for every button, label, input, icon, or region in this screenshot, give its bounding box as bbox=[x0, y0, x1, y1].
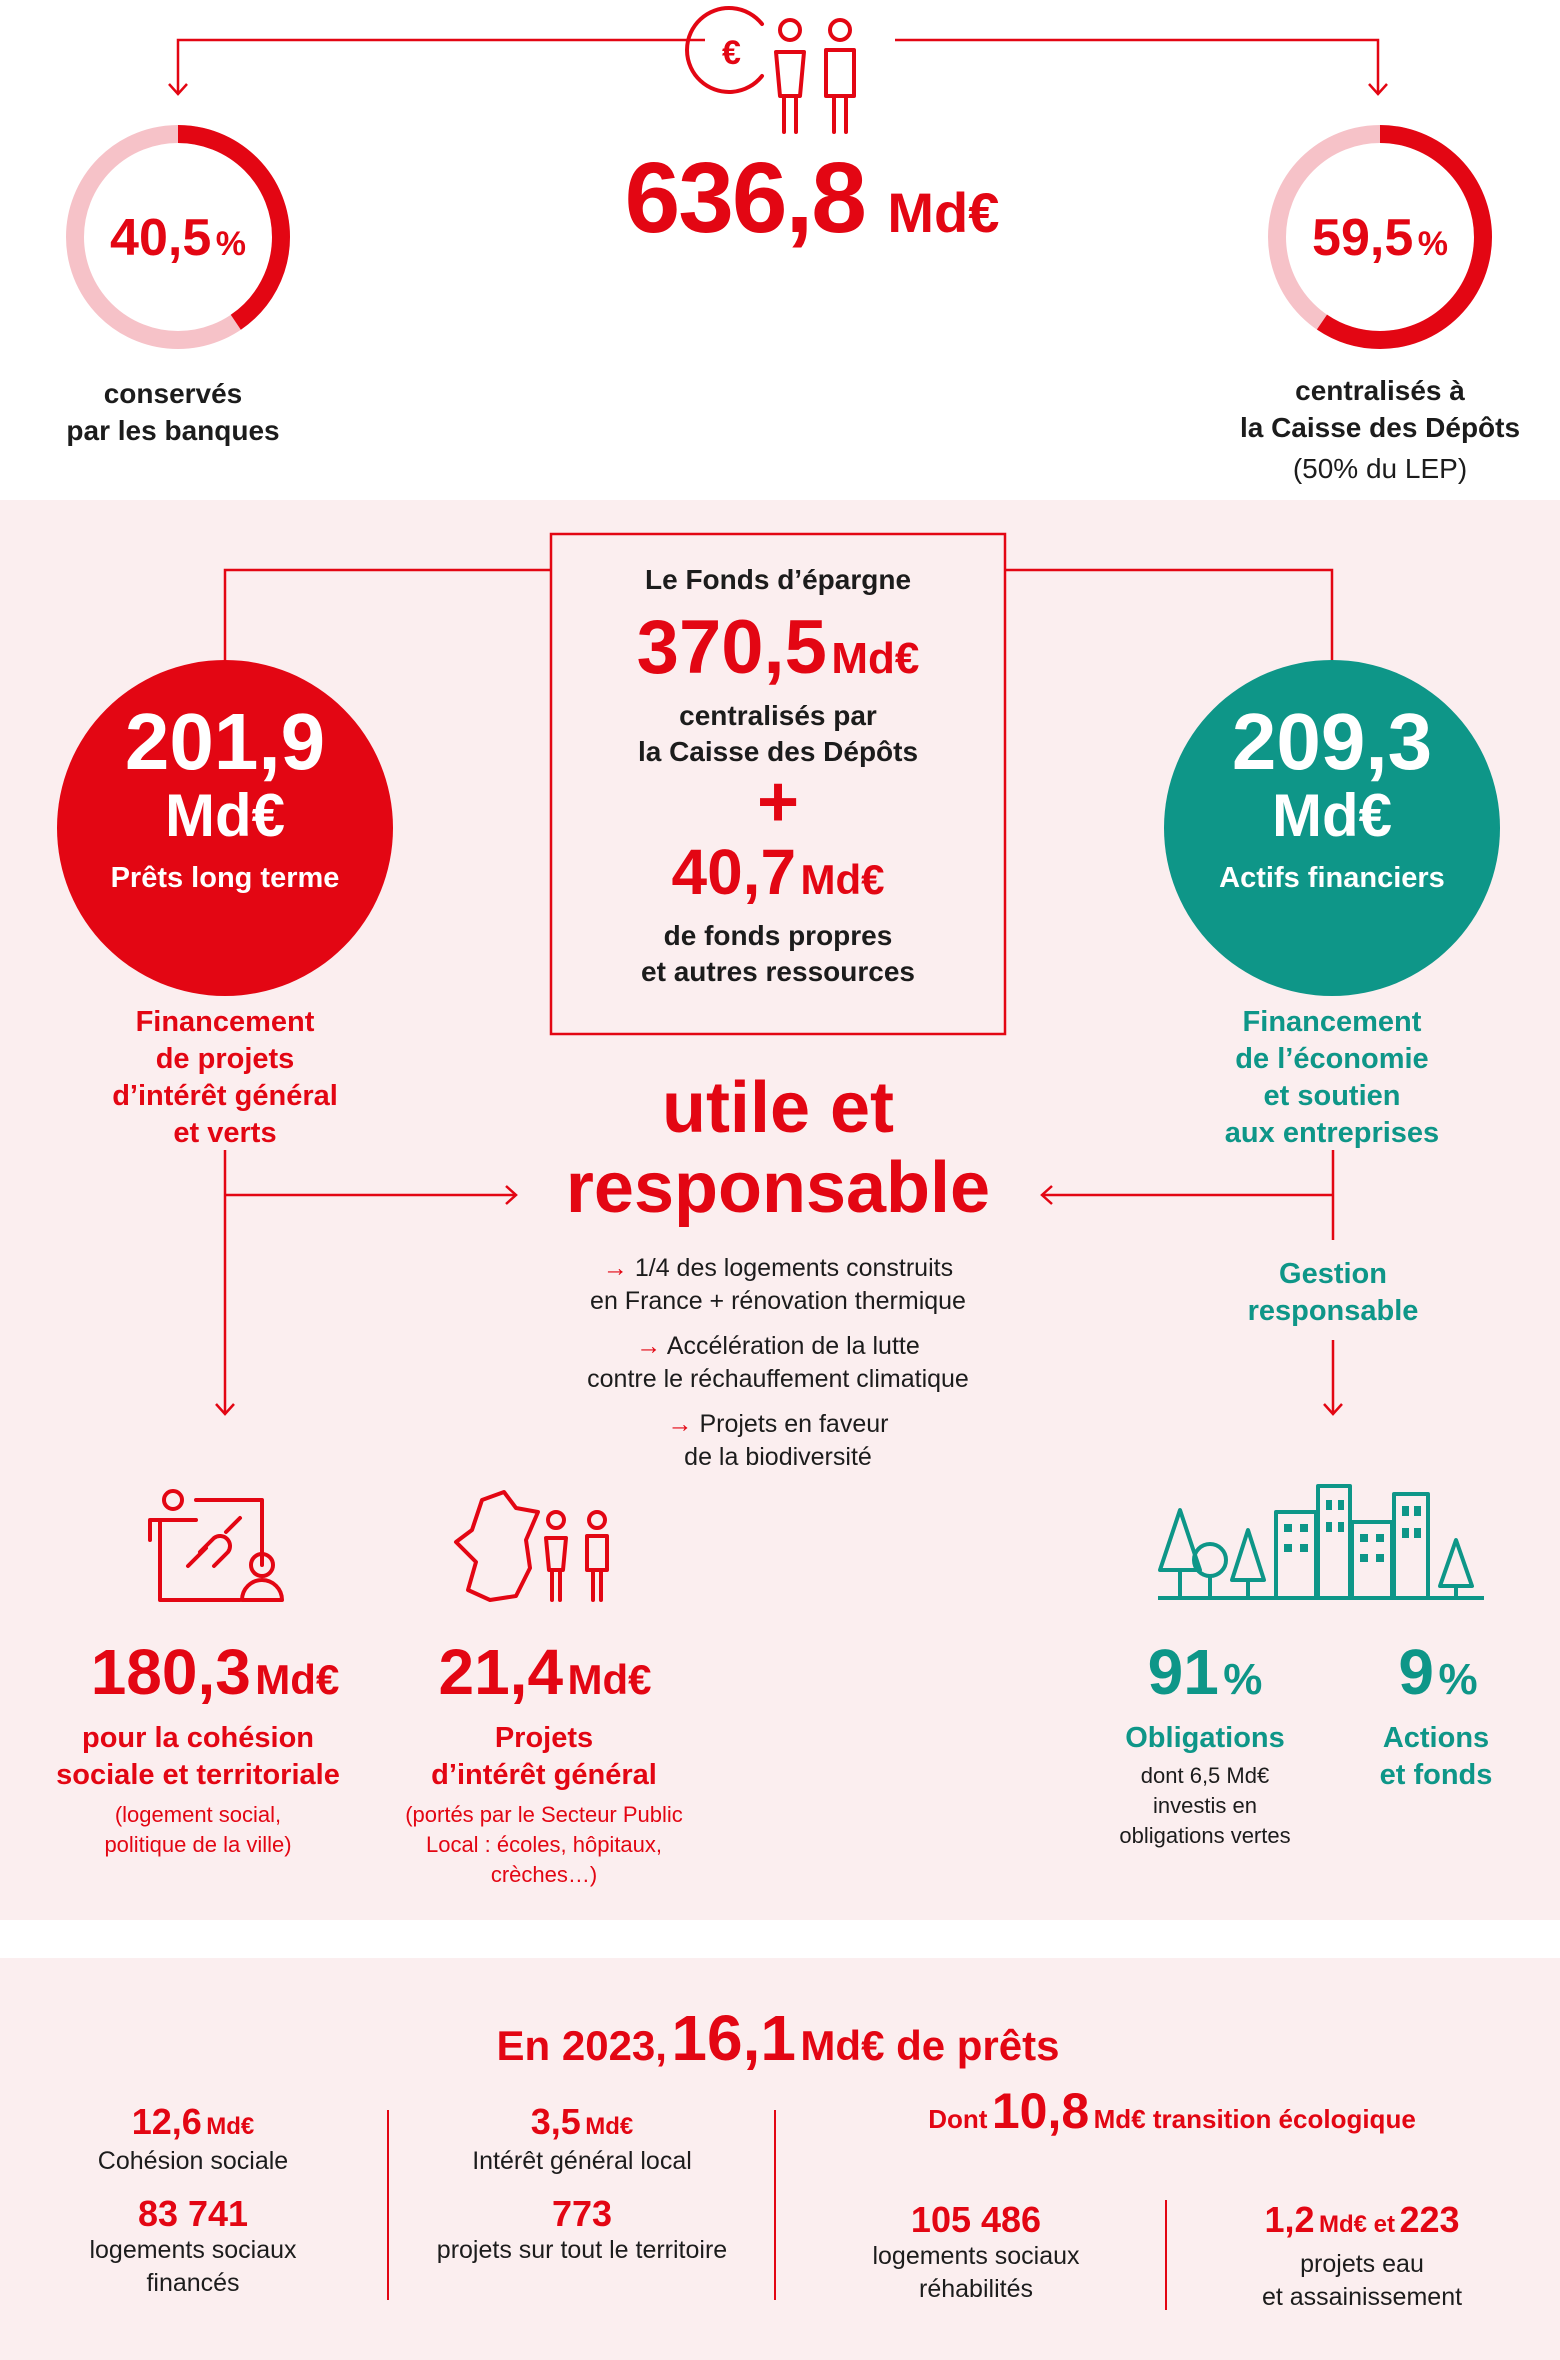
obligations-percent: 91 % bbox=[1147, 1636, 1263, 1708]
prets-caption: Financement de projets d’intérêt général et verts bbox=[112, 1006, 338, 1149]
donut-left-caption: conservés par les banques bbox=[66, 378, 280, 446]
euro-people-icon bbox=[687, 8, 854, 132]
bullet-3: → Projets en faveur de la biodiversité bbox=[667, 1410, 889, 1471]
connector-fonds-left bbox=[225, 570, 551, 664]
city-trees-icon bbox=[1158, 1486, 1484, 1598]
center-bullets bbox=[587, 1252, 969, 1474]
footer-title: En 2023, 16,1 Md€ de prêts bbox=[496, 2002, 1060, 2074]
fonds-value-1: 370,5 Md€ bbox=[636, 605, 920, 690]
presentation-link-icon bbox=[150, 1491, 282, 1600]
bullet-1: → 1/4 des logements construits en France + rénovation thermique bbox=[590, 1254, 966, 1315]
footer-col-interet: 3,5 Md€ Intérêt général local 773 projets sur tout le territoire bbox=[436, 2101, 728, 2264]
fonds-title: Le Fonds d’épargne bbox=[644, 564, 912, 595]
interet-general-caption: Projets d’intérêt général (portés par le Secteur Public Local : écoles, hôpitaux, crèches…) bbox=[405, 1722, 683, 1887]
total-value: 636,8 bbox=[624, 142, 865, 254]
donut-right-label: 59,5 % bbox=[1312, 209, 1448, 267]
bullet-2: → Accélération de la lutte contre le réchauffement climatique bbox=[587, 1332, 969, 1393]
fonds-box bbox=[551, 560, 1005, 990]
fonds-value-2: 40,7 Md€ bbox=[671, 836, 885, 908]
donut-left-label: 40,5 % bbox=[110, 209, 246, 267]
footer-col-cohesion: 12,6 Md€ Cohésion sociale 83 741 logements sociaux financés bbox=[89, 2101, 297, 2297]
total-amount bbox=[624, 142, 1000, 254]
cohesion-amount: 180,3 Md€ bbox=[90, 1636, 340, 1708]
total-unit: Md€ bbox=[887, 181, 1000, 244]
france-people-icon bbox=[456, 1492, 607, 1600]
fonds-desc-1: centralisés par la Caisse des Dépôts bbox=[637, 700, 919, 767]
footer-sub-eau: 1,2 Md€ et 223 projets eau et assainissement bbox=[1261, 2199, 1463, 2311]
circle-actifs-content: 209,3 Md€ Actifs financiers bbox=[1219, 697, 1445, 894]
actions-caption: Actions et fonds bbox=[1379, 1722, 1493, 1791]
footer-col-transition-title: Dont 10,8 Md€ transition écologique bbox=[928, 2083, 1416, 2139]
fonds-plus: + bbox=[756, 762, 800, 842]
obligations-caption: Obligations dont 6,5 Md€ investis en obligations vertes bbox=[1119, 1722, 1291, 1848]
gestion-responsable: Gestion responsable bbox=[1247, 1258, 1419, 1327]
center-title: utile et responsable bbox=[565, 1068, 991, 1228]
cohesion-caption: pour la cohésion sociale et territoriale (logement social, politique de la ville) bbox=[56, 1722, 340, 1857]
actifs-caption: Financement de l’économie et soutien aux entreprises bbox=[1224, 1006, 1440, 1149]
connector-top-left bbox=[178, 40, 705, 92]
interet-general-amount: 21,4 Md€ bbox=[438, 1636, 652, 1708]
connector-top-right bbox=[895, 40, 1378, 92]
actions-percent: 9 % bbox=[1398, 1636, 1478, 1708]
footer-sub-logements: 105 486 logements sociaux réhabilités bbox=[872, 2199, 1080, 2303]
donut-right-caption: centralisés à la Caisse des Dépôts (50% du LEP) bbox=[1239, 375, 1521, 484]
fonds-desc-2: de fonds propres et autres ressources bbox=[641, 920, 915, 987]
circle-prets-content: 201,9 Md€ Prêts long terme bbox=[110, 697, 340, 894]
svg-text:€: € bbox=[722, 34, 741, 72]
connector-fonds-right bbox=[1005, 570, 1332, 664]
